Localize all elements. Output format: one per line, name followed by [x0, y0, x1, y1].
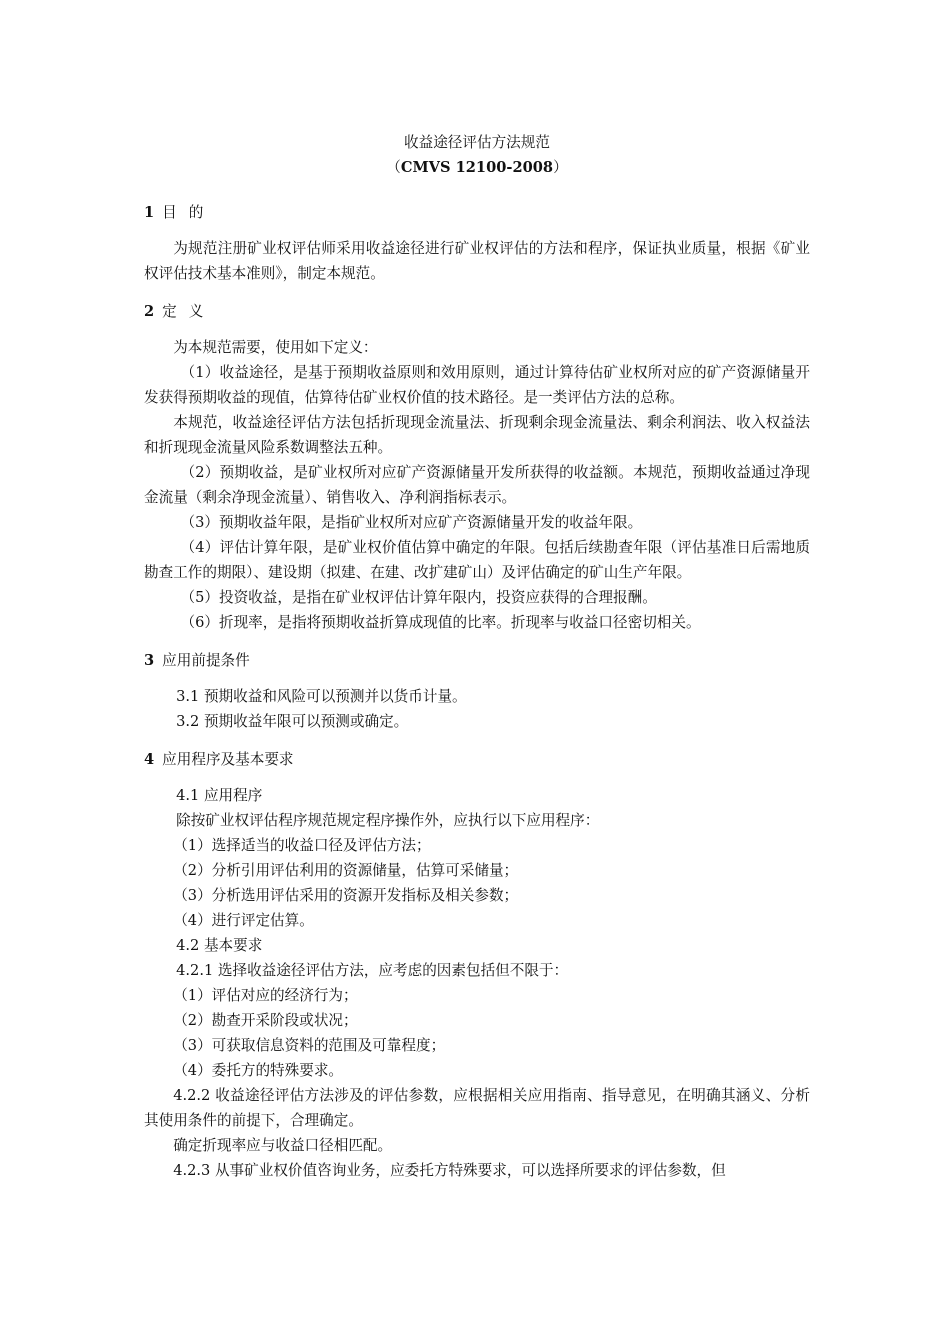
section-title: 应用程序及基本要求: [162, 751, 294, 768]
requirement-paragraph: 4.2.3 从事矿业权价值咨询业务，应委托方特殊要求，可以选择所要求的评估参数，但: [173, 1162, 726, 1179]
section-title: 应用前提条件: [162, 652, 250, 669]
requirement-paragraph: 确定折现率应与收益口径相匹配。: [173, 1137, 393, 1154]
factor-item: （2）勘查开采阶段或状况；: [173, 1012, 358, 1029]
requirement-heading: 4.2.1 选择收益途径评估方法，应考虑的因素包括但不限于：: [176, 962, 569, 979]
section-title: 目的: [162, 204, 216, 221]
factor-item: （4）委托方的特殊要求。: [173, 1062, 344, 1079]
definition-item: （6）折现率，是指将预期收益折算成现值的比率。折现率与收益口径密切相关。: [180, 614, 701, 631]
code-open-paren: （: [386, 159, 401, 176]
subsection-heading: 4.1 应用程序: [176, 787, 263, 804]
procedure-intro: 除按矿业权评估程序规范规定程序操作外，应执行以下应用程序：: [176, 812, 600, 829]
code-text: CMVS 12100-2008: [400, 159, 554, 176]
requirement-paragraph: 4.2.2 收益途径评估方法涉及的评估参数，应根据相关应用指南、指导意见，在明确其涵义、分析其使用条件的前提下，合理确定。: [144, 1087, 810, 1129]
factor-item: （1）评估对应的经济行为；: [173, 987, 358, 1004]
subsection-heading: 4.2 基本要求: [176, 937, 263, 954]
section-number: 2: [144, 303, 155, 320]
section-number: 4: [144, 751, 155, 768]
document-title: 收益途径评估方法规范: [404, 134, 550, 151]
condition-item: 3.1 预期收益和风险可以预测并以货币计量。: [176, 688, 467, 705]
procedure-step: （3）分析选用评估采用的资源开发指标及相关参数；: [173, 887, 519, 904]
definition-note: 本规范，收益途径评估方法包括折现现金流量法、折现剩余现金流量法、剩余利润法、收入权益法和折现现金流量风险系数调整法五种。: [144, 414, 810, 456]
section-number: 3: [144, 652, 155, 669]
definition-item: （4）评估计算年限，是矿业权价值估算中确定的年限。包括后续勘查年限（评估基准日后需地质勘查工作的期限）、建设期（拟建、在建、改扩建矿山）及评估确定的矿山生产年限。: [144, 539, 810, 581]
condition-item: 3.2 预期收益年限可以预测或确定。: [176, 713, 409, 730]
document-page: [144, 130, 810, 1183]
section-2-heading: [144, 299, 810, 324]
document-code: [144, 155, 810, 180]
procedure-step: （2）分析引用评估利用的资源储量，估算可采储量；: [173, 862, 519, 879]
section-1-paragraph: 为规范注册矿业权评估师采用收益途径进行矿业权评估的方法和程序，保证执业质量，根据《矿业权评估技术基本准则》，制定本规范。: [144, 240, 810, 282]
factor-item: （3）可获取信息资料的范围及可靠程度；: [173, 1037, 446, 1054]
section-1-heading: [144, 200, 810, 225]
definition-item: （3）预期收益年限，是指矿业权所对应矿产资源储量开发的收益年限。: [180, 514, 643, 531]
section-4-heading: [144, 747, 810, 772]
definition-item: （1）收益途径，是基于预期收益原则和效用原则，通过计算待估矿业权所对应的矿产资源储量开发获得预期收益的现值，估算待估矿业权价值的技术路径。是一类评估方法的总称。: [144, 364, 810, 406]
section-title: 定义: [162, 303, 216, 320]
definition-item: （2）预期收益，是矿业权所对应矿产资源储量开发所获得的收益额。本规范，预期收益通过净现金流量（剩余净现金流量）、销售收入、净利润指标表示。: [144, 464, 810, 506]
section-3-heading: [144, 648, 810, 673]
definitions-intro: 为本规范需要，使用如下定义：: [173, 339, 378, 356]
procedure-step: （1）选择适当的收益口径及评估方法；: [173, 837, 431, 854]
section-number: 1: [144, 204, 155, 221]
procedure-step: （4）进行评定估算。: [173, 912, 314, 929]
code-close-paren: ）: [553, 159, 568, 176]
definition-item: （5）投资收益，是指在矿业权评估计算年限内，投资应获得的合理报酬。: [180, 589, 657, 606]
